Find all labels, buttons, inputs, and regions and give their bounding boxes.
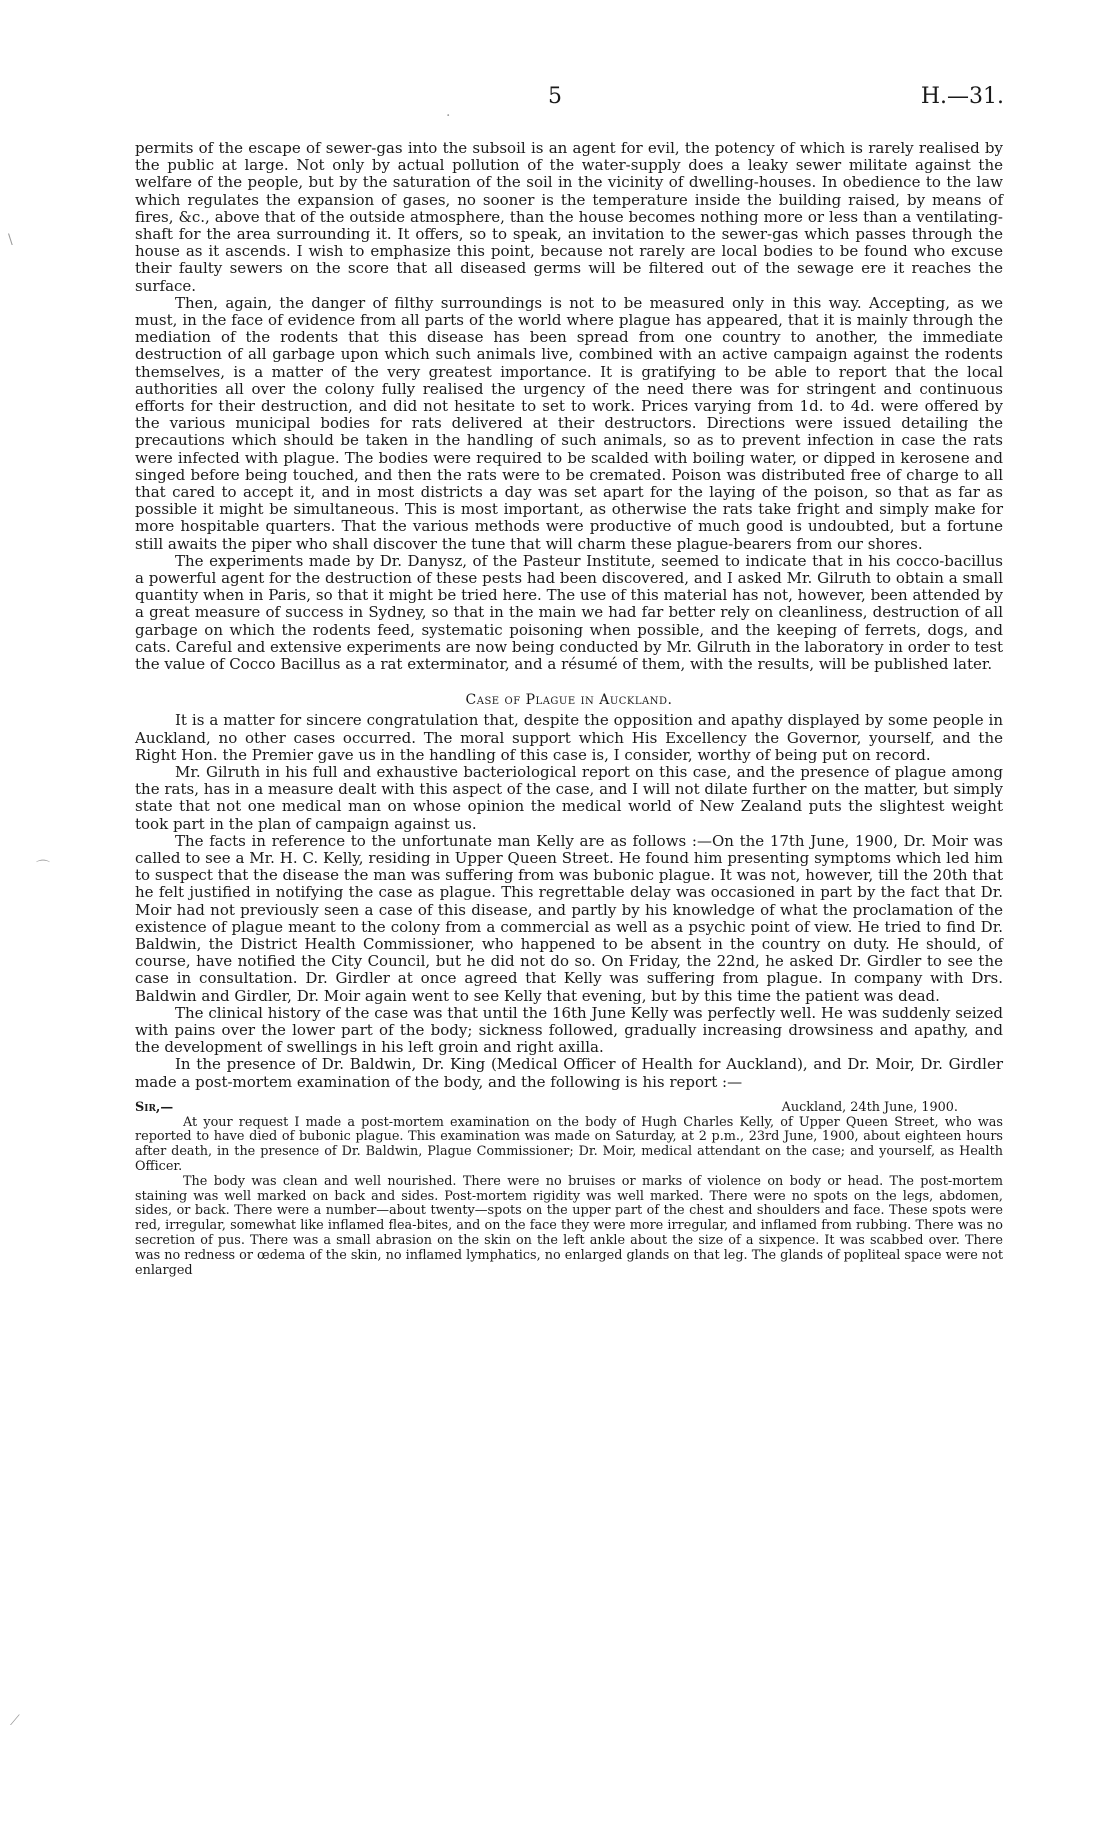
paragraph: Mr. Gilruth in his full and exhaustive bacteriological report on this case, and the presence of plague among the rats, has in a measure dealt with this aspect of the case, and I will not dilate further on the matter, but simply state that not one medical man on whose opinion the medical world of New Zealand puts the slightest weight took part in the plan of campaign against us. (135, 762, 1003, 833)
section-heading: Case of Plague in Auckland. (465, 692, 673, 709)
dateline: Auckland, 24th June, 1900. (781, 1099, 958, 1115)
report-paragraph: The body was clean and well nourished. There were no bruises or marks of violence on body or head. The post-mortem staining was well marked on back and sides. Post-mortem rigidity was well marked. There were no spots on the legs, abdomen, sides, or back. There were a number—about twenty—spots on the upper part of the chest and shoulders and face. These spots were red, irregular, somewhat like inflamed flea-bites, and on the face they were more irregular, and inflamed from rubbing. There was no secretion of pus. There was a small abrasion on the skin on the left ankle about the size of a sixpence. It was scabbed over. There was no redness or œdema of the skin, no inflamed lymphatics, no enlarged glands on that leg. The glands of popliteal space were not enlarged (135, 1173, 1003, 1278)
paragraph: The clinical history of the case was that until the 16th June Kelly was perfectly well. He was suddenly seized with pains over the lower part of the body; sickness followed, gradually increasing drowsiness and apathy, and the development of swellings in his left groin and right axilla. (135, 1003, 1003, 1057)
report-header (135, 1101, 1003, 1116)
margin-mark: ⌒ (36, 860, 50, 876)
page-number: 5 (548, 84, 562, 109)
paragraph: The facts in reference to the unfortunate man Kelly are as follows :—On the 17th June, 1900, Dr. Moir was called to see a Mr. H. C. Kelly, residing in Upper Queen Street. He found him presenting symptoms which led him to suspect that the disease the man was suffering from was bubonic plague. It was not, however, till the 20th that he felt justified in notifying the case as plague. This regrettable delay was occasioned in part by the fact that Dr. Moir had not previously seen a case of this disease, and partly by his knowledge of what the proclamation of the existence of plague meant to the colony from a commercial as well as a psychic point of view. He tried to find Dr. Baldwin, the District Health Commissioner, who happened to be absent in the country on duty. He should, of course, have notified the City Council, but he did not do so. On Friday, the 22nd, he asked Dr. Girdler to see the case in consultation. Dr. Girdler at once agreed that Kelly was suffering from plague. In company with Drs. Baldwin and Girdler, Dr. Moir again went to see Kelly that evening, but by this time the patient was dead. (135, 831, 1003, 1005)
main-content (135, 140, 1003, 1278)
margin-mark: \ (8, 232, 13, 248)
document-reference: H.—31. (920, 84, 1004, 109)
paragraph: permits of the escape of sewer-gas into the subsoil is an agent for evil, the potency of which is rarely realised by the public at large. Not only by actual pollution of the water-supply does a leaky sewer militate against the welfare of the people, but by the saturation of the soil in the vicinity of dwelling-houses. In obedience to the law which regulates the expansion of gases, no sooner is the temperature inside the building raised, by means of fires, &c., above that of the outside atmosphere, than the house becomes nothing more or less than a ventilating-shaft for the area surrounding it. It offers, so to speak, an invitation to the sewer-gas which passes through the house as it ascends. I wish to emphasize this point, because not rarely are local bodies to be found who excuse their faulty sewers on the score that all diseased germs will be filtered out of the sewage ere it reaches the surface. (135, 139, 1003, 295)
paragraph: Then, again, the danger of filthy surroundings is not to be measured only in this way. Accepting, as we must, in the face of evidence from all parts of the world where plague has appeared, that it is mainly through the mediation of the rodents that this disease has been spread from one country to another, the immediate destruction of all garbage upon which such animals live, combined with an active campaign against the rodents themselves, is a matter of the very greatest importance. It is gratifying to be able to report that the local authorities all over the colony fully realised the urgency of the need there was for stringent and continuous efforts for their destruction, and did not hesitate to set to work. Prices varying from 1d. to 4d. were offered by the various municipal bodies for rats delivered at their destructors. Directions were issued detailing the precautions which should be taken in the handling of such animals, so as to prevent infection in case the rats were infected with plague. The bodies were required to be scalded with boiling water, or dipped in kerosene and singed before being touched, and then the rats were to be cremated. Poison was distributed free of charge to all that cared to accept it, and in most districts a day was set apart for the laying of the poison, so that as far as possible it might be simultaneous. This is most important, as otherwise the rats take fright and simply make for more hospitable quarters. That the various methods were productive of much good is undoubted, but a fortune still awaits the piper who shall discover the tune that will charm these plague-bearers from our shores. (135, 293, 1003, 553)
paragraph: It is a matter for sincere congratulation that, despite the opposition and apathy displayed by some people in Auckland, no other cases occurred. The moral support which His Excellency the Governor, yourself, and the Right Hon. the Premier gave us in the handling of this case is, I consider, worthy of being put on record. (135, 711, 1003, 764)
margin-mark: ⟋ (10, 1713, 20, 1729)
report-paragraph: At your request I made a post-mortem examination on the body of Hugh Charles Kelly, of Upper Queen Street, who was reported to have died of bubonic plague. This examination was made on Saturday, at 2 p.m., 23rd June, 1900, about eighteen hours after death, in the presence of Dr. Baldwin, Plague Commissioner; Dr. Moir, medical attendant on the case; and yourself, as Health Officer. (135, 1114, 1003, 1174)
body-section-2 (135, 712, 1003, 1090)
paragraph: The experiments made by Dr. Danysz, of the Pasteur Institute, seemed to indicate that in his cocco-bacillus a powerful agent for the destruction of these pests had been discovered, and I asked Mr. Gilruth to obtain a small quantity when in Paris, so that it might be tried here. The use of this material has not, however, been attended by a great measure of success in Sydney, so that in the main we had far better rely on cleanliness, destruction of all garbage on which the rodents feed, systematic poisoning when possible, and the keeping of ferrets, dogs, and cats. Careful and extensive experiments are now being conducted by Mr. Gilruth in the laboratory in order to test the value of Cocco Bacillus as a rat exterminator, and a résumé of them, with the results, will be published later. (135, 551, 1003, 674)
post-mortem-report (135, 1101, 1003, 1279)
paragraph: In the presence of Dr. Baldwin, Dr. King (Medical Officer of Health for Auckland), and Dr. Moir, Dr. Girdler made a post-mortem examination of the body, and the following is his report :— (135, 1055, 1003, 1091)
stray-mark: · (446, 108, 451, 124)
body-section-1 (135, 140, 1003, 673)
salutation: Sir,— (135, 1099, 174, 1115)
